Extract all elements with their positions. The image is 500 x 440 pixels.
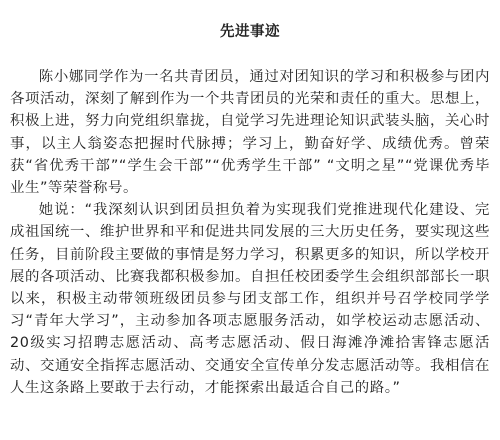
document xyxy=(10,0,490,399)
paragraph-quote: 她说：“我深刻认识到团员担负着为实现我们党推进现代化建设、完成祖国统一、维护世界和平和促进共同发展的三大历史任务，要实现这些任务，目前阶段主要做的事情是努力学习，积累更多的知识，所以学校开展的各项活动、比赛我都积极参加。自担任校团委学生会组织部部长一职以来，积极主动带领班级团员参与团支部工作，组织并号召学校同学学习“青年大学习”，主动参加各项志愿服务活动，如学校运动志愿活动、20级实习招聘志愿活动、高考志愿活动、假日海滩净滩拾害锋志愿活动、交通安全指挥志愿活动、交通安全宣传单分发志愿活动等。我相信在人生这条路上要敢于去行动，才能探索出最适合自己的路。” xyxy=(10,202,490,396)
paragraph-intro: 陈小娜同学作为一名共青团员，通过对团知识的学习和积极参与团内各项活动，深刻了解到作为一个共青团员的光荣和责任的重大。思想上，积极上进，努力向党组织靠拢，自觉学习先进理论知识武装头脑，关心时事，以主人翁姿态把握时代脉搏；学习上，勤奋好学、成绩优秀。曾荣获“省优秀干部”“学生会干部”“优秀学生干部” “文明之星”“党课优秀毕业生”等荣誉称号。 xyxy=(10,69,490,197)
document-title: 先进事迹 xyxy=(220,24,280,40)
